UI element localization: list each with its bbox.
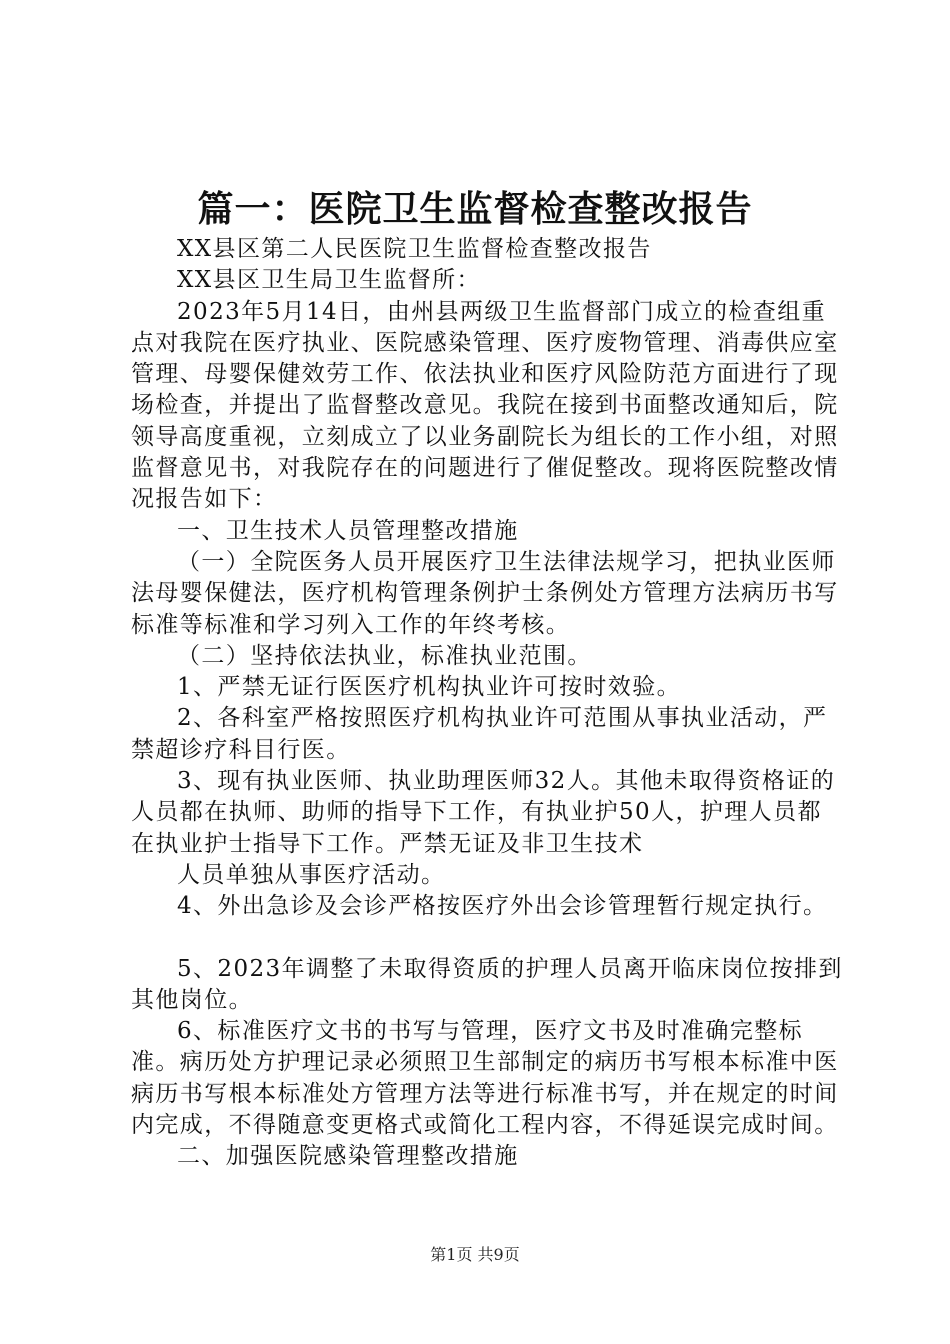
item-3-continued: 人员单独从事医疗活动。 — [177, 861, 446, 888]
item-4: 4、外出急诊及会诊严格按医疗外出会诊管理暂行规定执行。 — [177, 893, 828, 920]
subsection-1: （一）全院医务人员开展医疗卫生法律法规学习，把执业医师法母婴保健法，医疗机构管理条例护士条例处方管理方法病历书写标准等标准和学习列入工作的年终考核。 — [131, 548, 839, 638]
item-1: 1、严禁无证行医医疗机构执业许可按时效验。 — [177, 674, 682, 701]
intro-paragraph: 2023年5月14日，由州县两级卫生监督部门成立的检查组重点对我院在医疗执业、医院感染管理、医疗废物管理、消毒供应室管理、母婴保健效劳工作、依法执业和医疗风险防范方面进行了现场检查，并提出了监督整改意见。我院在接到书面整改通知后，院领导高度重视，立刻成立了以业务副院长为组长的工作小组，对照监督意见书，对我院存在的问题进行了催促整改。现将医院整改情况报告如下： — [131, 298, 839, 513]
section-heading-1: 一、卫生技术人员管理整改措施 — [177, 517, 519, 544]
item-5: 5、2023年调整了未取得资质的护理人员离开临床岗位按排到其他岗位。 — [131, 955, 843, 1013]
recipient-line: XX县区卫生局卫生监督所： — [177, 267, 481, 294]
item-6: 6、标准医疗文书的书写与管理，医疗文书及时准确完整标准。病历处方护理记录必须照卫生部制定的病历书写根本标准中医病历书写根本标准处方管理方法等进行标准书写，并在规定的时间内完成，不得随意变更格式或简化工程内容，不得延误完成时间。 — [131, 1018, 839, 1139]
section-heading-2: 二、加强医院感染管理整改措施 — [177, 1143, 519, 1170]
document-body — [131, 234, 845, 1173]
item-3: 3、现有执业医师、执业助理医师32人。其他未取得资格证的人员都在执师、助师的指导下工作，有执业护50人，护理人员都在执业护士指导下工作。严禁无证及非卫生技术 — [131, 768, 836, 857]
subsection-2: （二）坚持依法执业，标准执业范围。 — [177, 642, 592, 669]
report-heading: XX县区第二人民医院卫生监督检查整改报告 — [177, 236, 652, 262]
item-2: 2、各科室严格按照医疗机构执业许可范围从事执业活动，严禁超诊疗科目行医。 — [131, 705, 828, 763]
page-footer: 第1页 共9页 — [430, 1245, 520, 1264]
document-title: 篇一：医院卫生监督检查整改报告 — [197, 188, 753, 230]
